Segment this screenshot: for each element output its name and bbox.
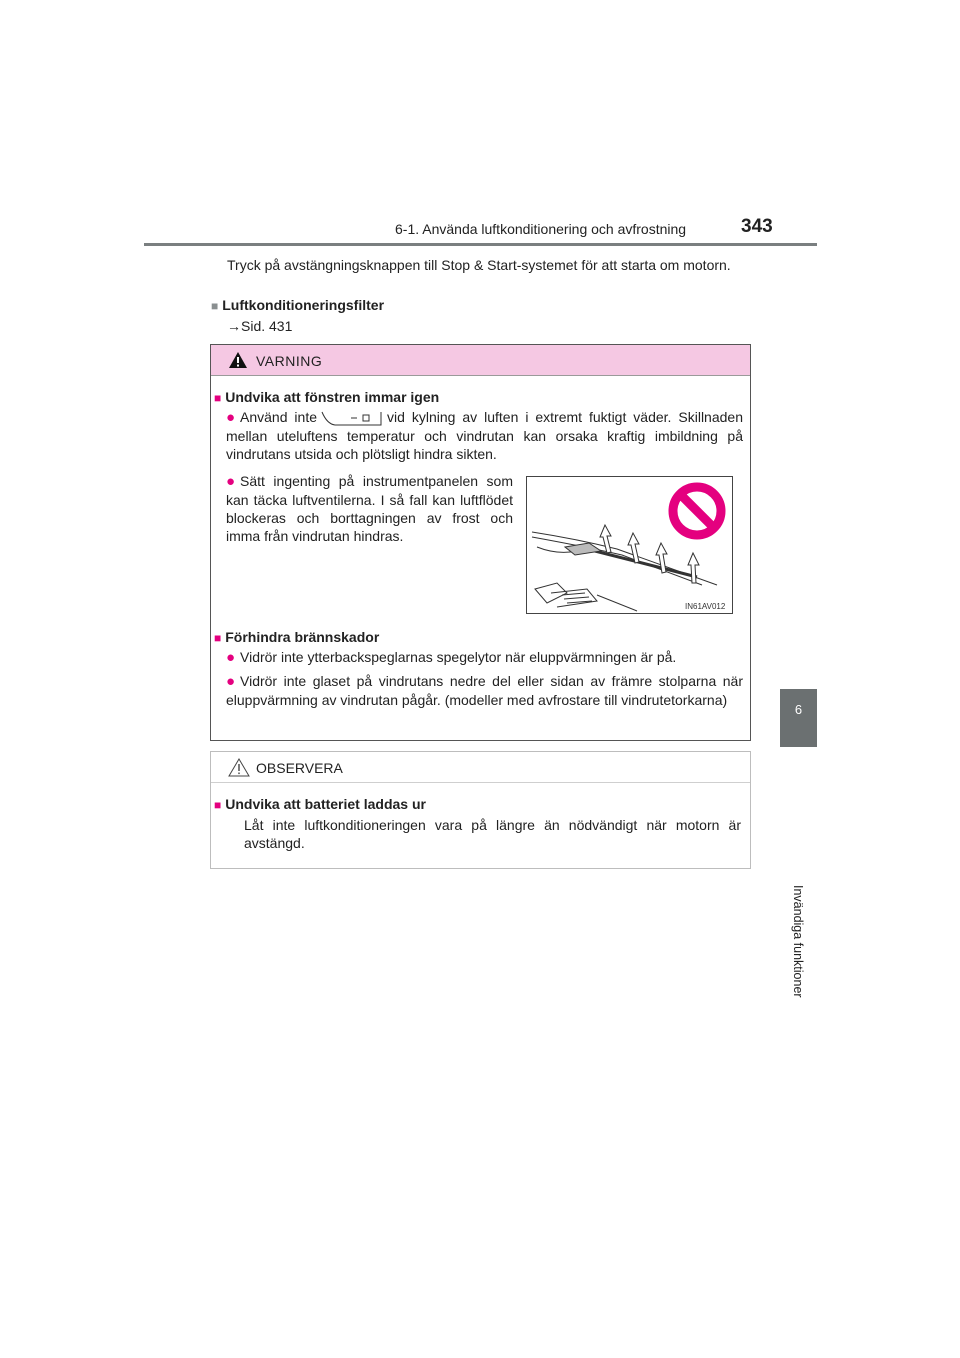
warning-item2 (226, 472, 513, 545)
section-square-icon: ■ (211, 299, 219, 313)
page-number: 343 (741, 216, 773, 237)
bullet-dot-icon: ● (226, 649, 236, 666)
warning-item4-text: Vidrör inte glaset på vindrutans nedre del eller sidan av främre stolparna när eluppvärmning av vindrutan pågår. (modeller med avfrostare till vindrutetorkarna) (226, 673, 743, 708)
warning-item1 (226, 408, 743, 463)
warning-item3 (226, 648, 743, 667)
notice-heading-row (214, 795, 734, 814)
filter-reference (227, 317, 527, 335)
chapter-tab-label-text: Invändiga funktioner (791, 885, 805, 998)
warning-section2-heading: Förhindra brännskador (225, 629, 380, 645)
warning-section2-heading-row (214, 628, 734, 647)
dashboard-vent-illustration (526, 476, 733, 614)
warning-item3-text: Vidrör inte ytterbackspeglarnas spegelytor när eluppvärmningen är på. (240, 649, 677, 665)
warning-section1-heading: Undvika att fönstren immar igen (225, 389, 440, 405)
warning-item2-text: Sätt ingenting på instrumentpanelen som kan täcka luftventilerna. I så fall kan luftflödet blockeras och borttagningen av frost och imma från vindrutan hindras. (226, 473, 513, 544)
warning-header (211, 345, 750, 376)
arrow-icon: → (227, 318, 241, 334)
warning-item4 (226, 672, 743, 709)
chapter-tab-label (780, 760, 817, 998)
filter-heading-row (211, 296, 731, 315)
section-square-icon: ■ (214, 391, 222, 405)
caution-triangle-icon (228, 758, 250, 777)
defog-button-icon (321, 410, 383, 427)
filter-heading: Luftkonditioneringsfilter (222, 297, 385, 313)
intro-text: Tryck på avstängningsknappen till Stop & Start-systemet för att starta om motorn. (227, 257, 731, 273)
chapter-title: 6-1. Använda luftkonditionering och avfrostning (395, 221, 687, 237)
notice-box (210, 751, 751, 869)
bullet-dot-icon: ● (226, 473, 236, 490)
warning-box (210, 344, 751, 741)
section-square-icon: ■ (214, 798, 222, 812)
warning-item1-before: Använd inte (240, 409, 318, 425)
notice-header (211, 752, 750, 783)
figure-code: IN61AV012 (685, 602, 726, 611)
header-rule (144, 243, 817, 246)
chapter-tab: 6 (780, 689, 817, 747)
filter-reference-link[interactable]: Sid. 431 (241, 318, 293, 334)
warning-title: VARNING (256, 353, 323, 369)
bullet-dot-icon: ● (226, 673, 236, 690)
section-square-icon: ■ (214, 631, 222, 645)
notice-heading: Undvika att batteriet laddas ur (225, 796, 426, 812)
bullet-dot-icon: ● (226, 409, 236, 426)
vent-airflow-diagram (527, 477, 732, 613)
notice-title: OBSERVERA (256, 760, 343, 776)
warning-section1-heading-row (214, 388, 734, 407)
notice-text: Låt inte luftkonditioneringen vara på längre än nödvändigt när motorn är avstängd. (244, 817, 741, 851)
warning-triangle-icon (228, 351, 248, 369)
warning-item1-after: vid kylning av luften i extremt fuktigt väder. Skillnaden mellan uteluftens temperatur och vindrutan kan orsaka kraftig imbildning på vindrutans utsida och plötsligt hindra sikten. (226, 409, 743, 462)
